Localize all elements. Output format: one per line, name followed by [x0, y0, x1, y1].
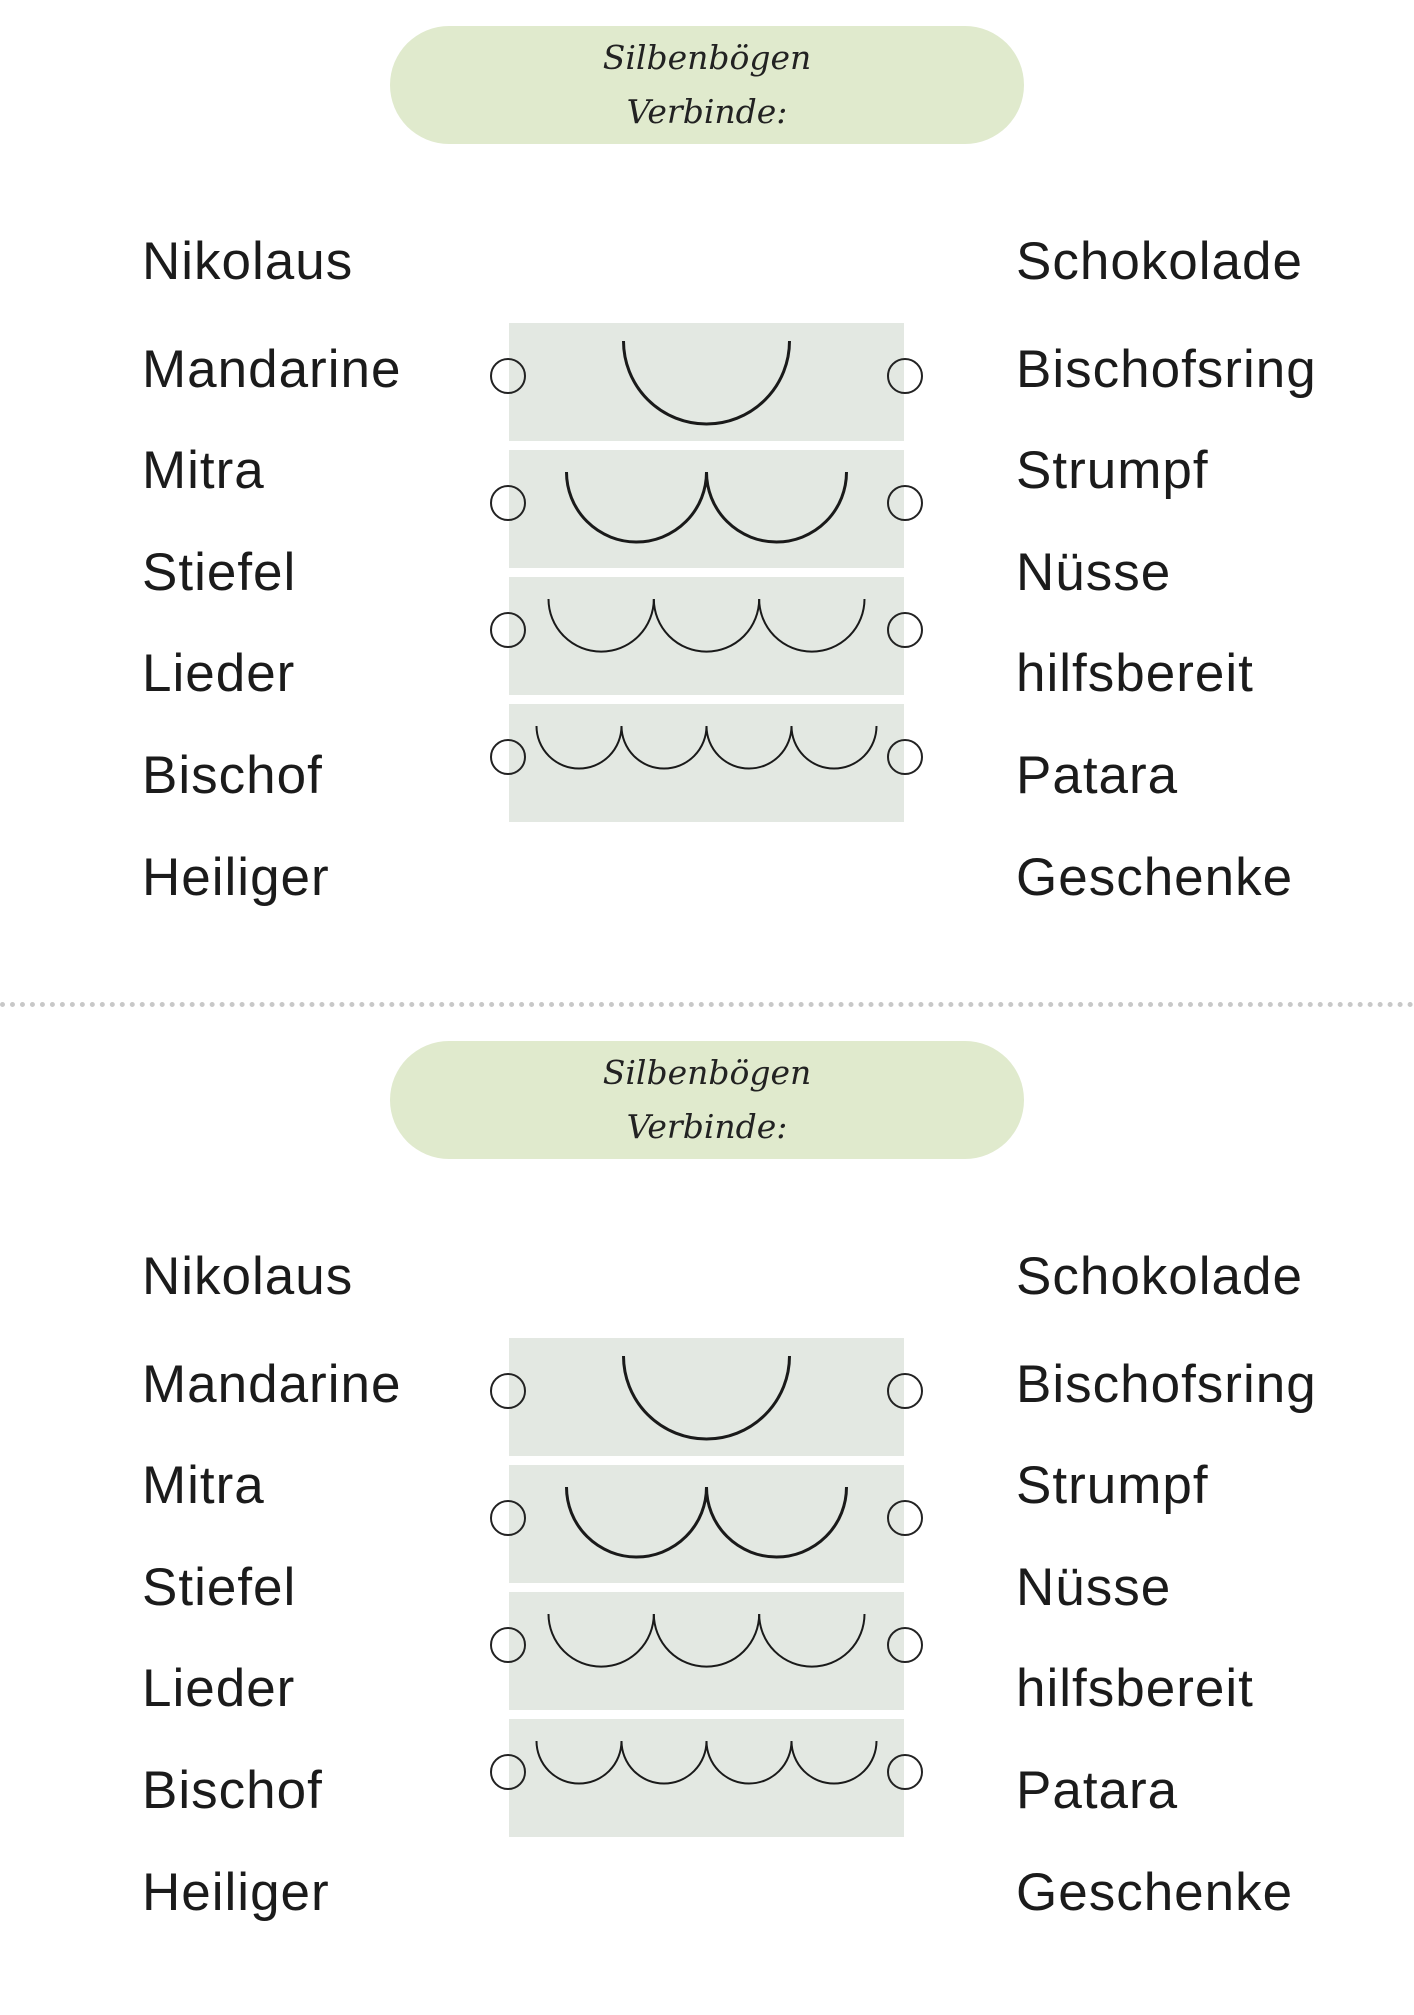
title-line-1: Silbenbögen — [602, 38, 812, 77]
left-word: Heiliger — [142, 848, 330, 907]
right-word: Nüsse — [1016, 543, 1172, 602]
syllable-arc — [567, 1487, 707, 1557]
right-word: Strumpf — [1016, 441, 1209, 500]
cut-line-divider — [0, 1002, 1414, 1007]
syllable-arcs — [509, 1719, 904, 1837]
left-word: Lieder — [142, 644, 296, 703]
left-word: Nikolaus — [142, 1247, 354, 1306]
title-line-2: Verbinde: — [626, 92, 788, 131]
syllable-arcs — [509, 1338, 904, 1456]
syllable-arcs — [509, 1465, 904, 1583]
left-word: Stiefel — [142, 1558, 297, 1617]
syllable-box — [509, 577, 904, 695]
syllable-arcs — [509, 704, 904, 822]
worksheet-bottom — [0, 1015, 1414, 2015]
left-word: Heiliger — [142, 1863, 330, 1922]
syllable-arc — [654, 599, 759, 652]
syllable-box — [509, 1338, 904, 1456]
title-banner — [390, 1041, 1024, 1159]
right-word: hilfsbereit — [1016, 1659, 1254, 1718]
title-line-1: Silbenbögen — [602, 1053, 812, 1092]
right-word: Nüsse — [1016, 1558, 1172, 1617]
syllable-arc — [707, 1741, 792, 1784]
syllable-arc — [567, 472, 707, 542]
syllable-arc — [707, 1487, 847, 1557]
right-word: hilfsbereit — [1016, 644, 1254, 703]
title-line-2: Verbinde: — [626, 1107, 788, 1146]
right-word: Schokolade — [1016, 232, 1303, 291]
left-word: Mitra — [142, 441, 265, 500]
syllable-arcs — [509, 323, 904, 441]
syllable-box — [509, 1592, 904, 1710]
syllable-arc — [537, 1741, 622, 1784]
syllable-arc — [707, 726, 792, 769]
syllable-arc — [622, 1741, 707, 1784]
syllable-arc — [622, 726, 707, 769]
left-word: Bischof — [142, 746, 323, 805]
worksheet-top — [0, 0, 1414, 1000]
left-word: Mandarine — [142, 340, 402, 399]
right-word: Geschenke — [1016, 1863, 1294, 1922]
right-word: Strumpf — [1016, 1456, 1209, 1515]
syllable-arc — [549, 599, 654, 652]
right-word: Schokolade — [1016, 1247, 1303, 1306]
left-word: Mandarine — [142, 1355, 402, 1414]
syllable-arc — [624, 1356, 790, 1439]
right-word: Patara — [1016, 1761, 1179, 1820]
syllable-box — [509, 1465, 904, 1583]
left-word: Stiefel — [142, 543, 297, 602]
syllable-arcs — [509, 450, 904, 568]
syllable-arc — [624, 341, 790, 424]
right-word: Geschenke — [1016, 848, 1294, 907]
syllable-arc — [792, 726, 877, 769]
syllable-arc — [707, 472, 847, 542]
syllable-arc — [537, 726, 622, 769]
syllable-arcs — [509, 577, 904, 695]
syllable-arc — [654, 1614, 759, 1667]
syllable-box — [509, 450, 904, 568]
title-banner — [390, 26, 1024, 144]
syllable-box — [509, 704, 904, 822]
left-word: Mitra — [142, 1456, 265, 1515]
syllable-arc — [759, 599, 864, 652]
left-word: Bischof — [142, 1761, 323, 1820]
syllable-box — [509, 1719, 904, 1837]
syllable-arc — [792, 1741, 877, 1784]
right-word: Bischofsring — [1016, 340, 1317, 399]
syllable-arc — [759, 1614, 864, 1667]
left-word: Lieder — [142, 1659, 296, 1718]
left-word: Nikolaus — [142, 232, 354, 291]
right-word: Bischofsring — [1016, 1355, 1317, 1414]
syllable-arc — [549, 1614, 654, 1667]
right-word: Patara — [1016, 746, 1179, 805]
syllable-arcs — [509, 1592, 904, 1710]
syllable-box — [509, 323, 904, 441]
